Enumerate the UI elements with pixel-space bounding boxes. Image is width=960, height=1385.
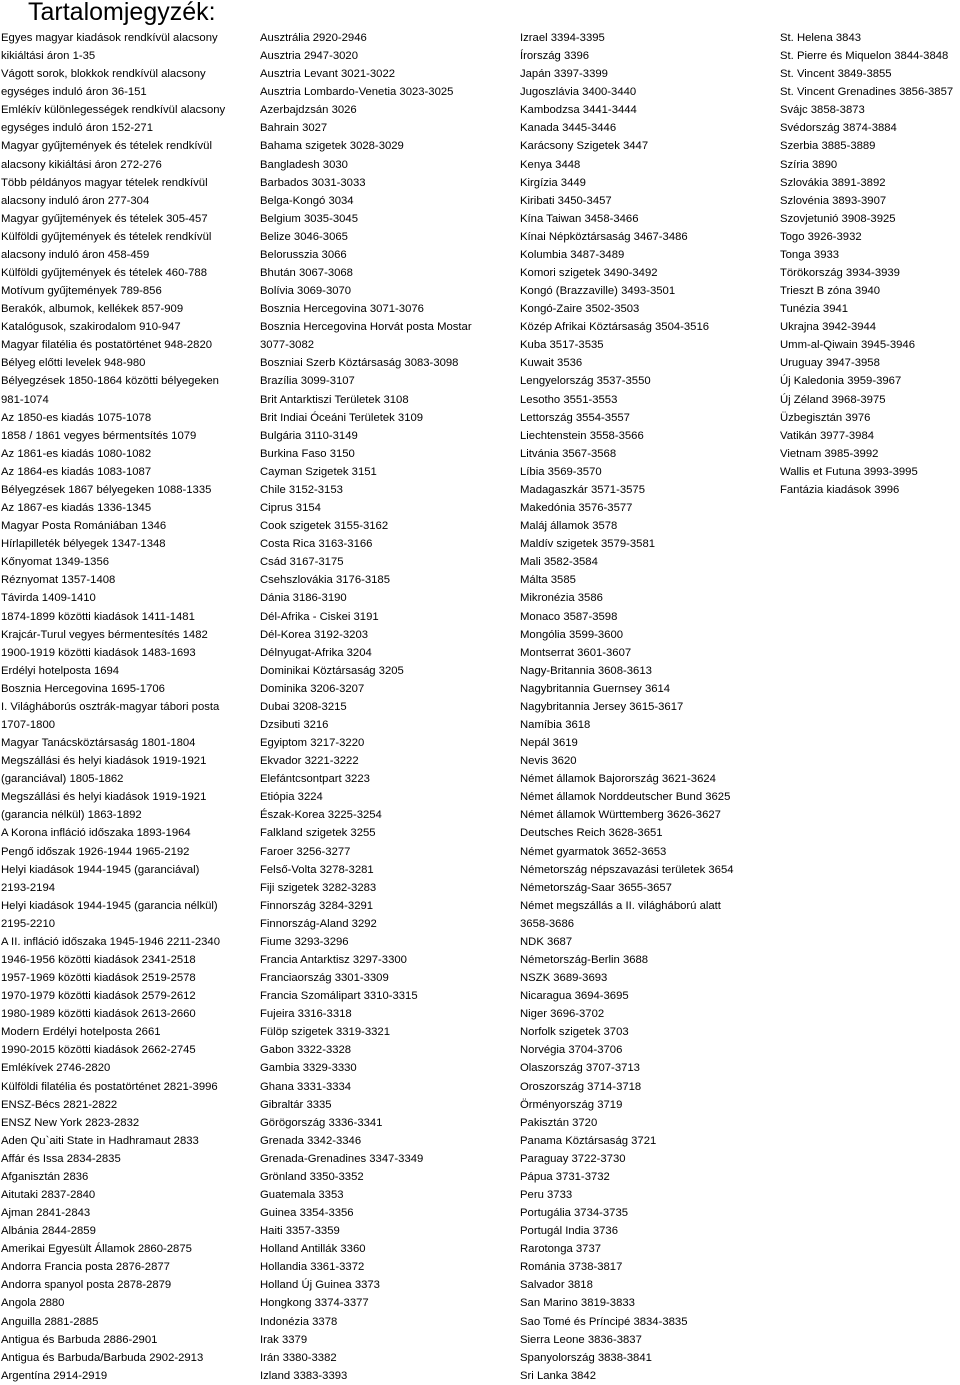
toc-entry: Dél-Afrika - Ciskei 3191 xyxy=(260,610,379,623)
toc-entry: Görögország 3336-3341 xyxy=(260,1116,383,1129)
toc-entry: Gambia 3329-3330 xyxy=(260,1062,357,1075)
toc-entry: Vietnam 3985-3992 xyxy=(780,447,879,460)
toc-entry: Ekvador 3221-3222 xyxy=(260,755,359,768)
toc-entry: Norfolk szigetek 3703 xyxy=(520,1026,629,1039)
toc-entry: Dél-Korea 3192-3203 xyxy=(260,628,369,641)
toc-entry: Közép Afrikai Köztársaság 3504-3516 xyxy=(520,321,710,334)
toc-entry: Gibraltár 3335 xyxy=(260,1098,332,1111)
toc-entry: Az 1861-es kiadás 1080-1082 xyxy=(1,447,152,460)
toc-entry: Madagaszkár 3571-3575 xyxy=(520,483,645,496)
toc-entry: NDK 3687 xyxy=(520,935,573,948)
toc-entry: Nagybritannia Jersey 3615-3617 xyxy=(520,700,684,713)
toc-entry: Bulgária 3110-3149 xyxy=(260,429,358,442)
toc-entry: Francia Szomálipart 3310-3315 xyxy=(260,990,418,1003)
toc-entry: Belorusszia 3066 xyxy=(260,248,347,261)
toc-entry: Bangladesh 3030 xyxy=(260,158,348,171)
toc-entry: Szíria 3890 xyxy=(780,158,838,171)
toc-entry: Ausztria Levant 3021-3022 xyxy=(260,68,396,81)
toc-entry: Tonga 3933 xyxy=(780,248,840,261)
toc-entry: Krajcár-Turul vegyes bérmentesítés 1482 xyxy=(1,628,208,641)
toc-entry: Andorra spanyol posta 2878-2879 xyxy=(1,1279,172,1292)
toc-entry: Kiribati 3450-3457 xyxy=(520,194,612,207)
toc-entry: Távirda 1409-1410 xyxy=(1,592,96,605)
toc-entry: Kongó-Zaire 3502-3503 xyxy=(520,303,640,316)
toc-entry: (garancia nélkül) 1863-1892 xyxy=(1,809,142,822)
toc-entry: San Marino 3819-3833 xyxy=(520,1297,635,1310)
toc-entry: Belize 3046-3065 xyxy=(260,230,348,243)
toc-entry: Namíbia 3618 xyxy=(520,718,591,731)
toc-entry: Niger 3696-3702 xyxy=(520,1008,605,1021)
toc-entry: Dominika 3206-3207 xyxy=(260,682,365,695)
toc-entry: Bosznia Hercegovina 1695-1706 xyxy=(1,682,165,695)
toc-entry: Amerikai Egyesült Államok 2860-2875 xyxy=(1,1243,192,1256)
toc-entry: Vatikán 3977-3984 xyxy=(780,429,875,442)
toc-entry: Német államok Norddeutscher Bund 3625 xyxy=(520,791,731,804)
toc-entry: Izland 3383-3393 xyxy=(260,1369,348,1382)
toc-entry: Uruguay 3947-3958 xyxy=(780,357,880,370)
toc-entry: Szlovénia 3893-3907 xyxy=(780,194,887,207)
toc-entry: Kenya 3448 xyxy=(520,158,581,171)
toc-entry: Aden Qu`aiti State in Hadhramaut 2833 xyxy=(1,1134,199,1147)
toc-column-4 xyxy=(780,29,953,499)
toc-entry: St. Vincent Grenadines 3856-3857 xyxy=(780,86,954,99)
toc-entry: Grenada-Grenadines 3347-3349 xyxy=(260,1152,424,1165)
toc-entry: Oroszország 3714-3718 xyxy=(520,1080,642,1093)
toc-entry: Deutsches Reich 3628-3651 xyxy=(520,827,663,840)
toc-entry: Üzbegisztán 3976 xyxy=(780,411,871,424)
toc-entry: Etiópia 3224 xyxy=(260,791,323,804)
toc-entry: Argentína 2914-2919 xyxy=(1,1369,108,1382)
toc-entry: Holland Új Guinea 3373 xyxy=(260,1279,380,1292)
toc-entry: Pápua 3731-3732 xyxy=(520,1170,610,1183)
toc-entry: Románia 3738-3817 xyxy=(520,1261,623,1274)
toc-entry: alacsony induló áron 277-304 xyxy=(1,194,150,207)
toc-entry: Togo 3926-3932 xyxy=(780,230,862,243)
toc-entry: Kolumbia 3487-3489 xyxy=(520,248,625,261)
toc-entry: Dominikai Köztársaság 3205 xyxy=(260,664,404,677)
toc-entry: Szerbia 3885-3889 xyxy=(780,140,876,153)
toc-entry: Kirgízia 3449 xyxy=(520,176,586,189)
toc-entry: Andorra Francia posta 2876-2877 xyxy=(1,1261,170,1274)
toc-entry: Németország-Saar 3655-3657 xyxy=(520,881,672,894)
toc-entry: Fülöp szigetek 3319-3321 xyxy=(260,1026,391,1039)
toc-entry: Grönland 3350-3352 xyxy=(260,1170,364,1183)
toc-entry: egységes induló áron 152-271 xyxy=(1,122,153,135)
toc-entry: Jugoszlávia 3400-3440 xyxy=(520,86,637,99)
toc-entry: A Korona infláció időszaka 1893-1964 xyxy=(1,827,191,840)
toc-entry: Külföldi filatélia és postatörténet 2821-3996 xyxy=(1,1080,218,1093)
toc-entry: 1946-1956 közötti kiadások 2341-2518 xyxy=(1,953,196,966)
toc-entry: Afganisztán 2836 xyxy=(1,1170,89,1183)
toc-entry: Mali 3582-3584 xyxy=(520,556,598,569)
toc-entry: Kuwait 3536 xyxy=(520,357,583,370)
toc-entry: Vágott sorok, blokkok rendkívül alacsony xyxy=(1,68,206,81)
toc-entry: Aitutaki 2837-2840 xyxy=(1,1189,96,1201)
toc-entry: 981-1074 xyxy=(1,393,49,406)
toc-entry: Észak-Korea 3225-3254 xyxy=(260,809,382,822)
toc-entry: ENSZ-Bécs 2821-2822 xyxy=(1,1098,118,1111)
toc-entry: Hírlapilleték bélyegek 1347-1348 xyxy=(1,538,166,551)
toc-entry: Magyar gyűjtemények és tételek rendkívül xyxy=(1,140,212,153)
toc-entry: Antigua és Barbuda 2886-2901 xyxy=(1,1333,158,1346)
toc-entry: St. Pierre és Miquelon 3844-3848 xyxy=(780,50,949,63)
toc-entry: Panama Köztársaság 3721 xyxy=(520,1134,657,1147)
toc-entry: Pengő időszak 1926-1944 1965-2192 xyxy=(1,845,190,858)
toc-entry: St. Vincent 3849-3855 xyxy=(780,68,892,81)
toc-entry: Nagy-Britannia 3608-3613 xyxy=(520,664,652,677)
toc-entry: Új Zéland 3968-3975 xyxy=(780,393,886,406)
toc-column-1 xyxy=(1,29,225,1385)
toc-entry: Emlékív különlegességek rendkívül alacsony xyxy=(1,104,226,117)
toc-entry: Brit Indiai Óceáni Területek 3109 xyxy=(260,411,424,424)
toc-entry: 1858 / 1861 vegyes bérmentsítés 1079 xyxy=(1,429,197,442)
toc-column-3 xyxy=(520,29,734,1385)
toc-entry: Örményország 3719 xyxy=(520,1098,623,1111)
toc-entry: Bélyeg előtti levelek 948-980 xyxy=(1,357,146,370)
toc-entry: Lettország 3554-3557 xyxy=(520,411,630,424)
toc-entry: alacsony kikiáltási áron 272-276 xyxy=(1,158,162,171)
toc-entry: Magyar gyűjtemények és tételek 305-457 xyxy=(1,212,208,225)
toc-entry: Liechtenstein 3558-3566 xyxy=(520,429,644,442)
toc-entry: Guinea 3354-3356 xyxy=(260,1207,354,1220)
toc-entry: Kuba 3517-3535 xyxy=(520,339,604,352)
toc-entry: Svédország 3874-3884 xyxy=(780,122,897,135)
toc-entry: Finnország 3284-3291 xyxy=(260,899,374,912)
toc-entry: Kongó (Brazzaville) 3493-3501 xyxy=(520,285,676,298)
toc-entry: Haiti 3357-3359 xyxy=(260,1225,340,1238)
toc-entry: Ausztria Lombardo-Venetia 3023-3025 xyxy=(260,86,454,99)
toc-entry: Kanada 3445-3446 xyxy=(520,122,617,135)
toc-entry: 1980-1989 közötti kiadások 2613-2660 xyxy=(1,1008,196,1021)
toc-entry: Hollandia 3361-3372 xyxy=(260,1261,365,1274)
toc-entry: kikiáltási áron 1-35 xyxy=(1,50,96,63)
toc-entry: St. Helena 3843 xyxy=(780,32,862,44)
toc-entry: Sao Tomé és Príncipé 3834-3835 xyxy=(520,1315,688,1328)
toc-entry: Katalógusok, szakirodalom 910-947 xyxy=(1,321,181,334)
toc-entry: Az 1867-es kiadás 1336-1345 xyxy=(1,502,152,515)
toc-entry: Megszállási és helyi kiadások 1919-1921 xyxy=(1,755,207,768)
toc-entry: Ciprus 3154 xyxy=(260,502,321,515)
toc-entry: Norvégia 3704-3706 xyxy=(520,1044,623,1057)
toc-entry: Külföldi gyűjtemények és tételek 460-788 xyxy=(1,267,207,280)
toc-entry: Olaszország 3707-3713 xyxy=(520,1062,640,1075)
toc-entry: Német államok Bajorország 3621-3624 xyxy=(520,773,716,786)
toc-entry: Bahrain 3027 xyxy=(260,122,328,135)
toc-entry: 3658-3686 xyxy=(520,917,575,930)
toc-entry: Dubai 3208-3215 xyxy=(260,700,347,713)
toc-entry: Fiji szigetek 3282-3283 xyxy=(260,881,377,894)
toc-entry: Helyi kiadások 1944-1945 (garancia nélkül) xyxy=(1,899,218,912)
toc-entry: Antigua és Barbuda/Barbuda 2902-2913 xyxy=(1,1351,204,1364)
toc-entry: Costa Rica 3163-3166 xyxy=(260,538,373,551)
toc-entry: I. Világháborús osztrák-magyar tábori posta xyxy=(1,700,220,713)
toc-entry: Japán 3397-3399 xyxy=(520,68,608,81)
toc-entry: Német gyarmatok 3652-3653 xyxy=(520,845,667,858)
toc-entry: Törökország 3934-3939 xyxy=(780,267,900,280)
toc-entry: Spanyolország 3838-3841 xyxy=(520,1351,652,1364)
toc-entry: Az 1850-es kiadás 1075-1078 xyxy=(1,411,152,424)
toc-entry: Umm-al-Qiwain 3945-3946 xyxy=(780,339,915,352)
toc-entry: Nepál 3619 xyxy=(520,737,578,750)
toc-entry: Karácsony Szigetek 3447 xyxy=(520,140,649,153)
toc-entry: Belgium 3035-3045 xyxy=(260,212,358,225)
toc-entry: Erdélyi hotelposta 1694 xyxy=(1,664,120,677)
toc-entry: Ukrajna 3942-3944 xyxy=(780,321,877,334)
toc-entry: A II. infláció időszaka 1945-1946 2211-2340 xyxy=(1,935,220,948)
toc-entry: Modern Erdélyi hotelposta 2661 xyxy=(1,1026,161,1039)
toc-entry: Finnország-Aland 3292 xyxy=(260,917,377,930)
toc-entry: Angola 2880 xyxy=(1,1297,65,1310)
toc-entry: Franciaország 3301-3309 xyxy=(260,972,389,985)
toc-entry: Mongólia 3599-3600 xyxy=(520,628,624,641)
toc-entry: Wallis et Futuna 3993-3995 xyxy=(780,465,918,478)
toc-entry: Makedónia 3576-3577 xyxy=(520,502,633,515)
toc-entry: Dánia 3186-3190 xyxy=(260,592,347,605)
toc-entry: Belga-Kongó 3034 xyxy=(260,194,354,207)
toc-entry: Délnyugat-Afrika 3204 xyxy=(260,646,372,659)
toc-entry: 2195-2210 xyxy=(1,917,56,930)
toc-entry: Több példányos magyar tételek rendkívül xyxy=(1,176,208,189)
toc-column-2 xyxy=(260,29,472,1385)
toc-entry: Pakisztán 3720 xyxy=(520,1116,598,1129)
toc-entry: Brit Antarktiszi Területek 3108 xyxy=(260,393,409,406)
toc-entry: Tunézia 3941 xyxy=(780,303,849,316)
toc-entry: Magyar Tanácsköztársaság 1801-1804 xyxy=(1,737,196,750)
toc-entry: NSZK 3689-3693 xyxy=(520,972,608,985)
toc-entry: Maláj államok 3578 xyxy=(520,520,618,533)
toc-entry: Dzsibuti 3216 xyxy=(260,718,329,731)
toc-entry: Montserrat 3601-3607 xyxy=(520,646,632,659)
toc-entry: Lesotho 3551-3553 xyxy=(520,393,618,406)
toc-entry: Salvador 3818 xyxy=(520,1279,593,1292)
toc-entry: Megszállási és helyi kiadások 1919-1921 xyxy=(1,791,207,804)
toc-entry: (garanciával) 1805-1862 xyxy=(1,773,124,786)
toc-entry: Monaco 3587-3598 xyxy=(520,610,618,623)
toc-entry: Emlékívek 2746-2820 xyxy=(1,1062,111,1075)
toc-entry: Réznyomat 1357-1408 xyxy=(1,574,116,587)
toc-entry: 1707-1800 xyxy=(1,718,56,731)
toc-entry: Komori szigetek 3490-3492 xyxy=(520,267,658,280)
toc-entry: Izrael 3394-3395 xyxy=(520,32,605,44)
toc-entry: Ausztrália 2920-2946 xyxy=(260,32,367,44)
toc-entry: Portugál India 3736 xyxy=(520,1225,618,1238)
toc-entry: Csehszlovákia 3176-3185 xyxy=(260,574,390,587)
toc-entry: 1970-1979 közötti kiadások 2579-2612 xyxy=(1,990,196,1003)
toc-entry: Fantázia kiadások 3996 xyxy=(780,483,900,496)
toc-entry: 1874-1899 közötti kiadások 1411-1481 xyxy=(1,610,195,623)
toc-entry: Nevis 3620 xyxy=(520,755,577,768)
toc-entry: Német megszállás a II. világháború alatt xyxy=(520,899,721,912)
toc-entry: 1900-1919 közötti kiadások 1483-1693 xyxy=(1,646,196,659)
toc-entry: Ausztria 2947-3020 xyxy=(260,50,358,63)
toc-entry: Az 1864-es kiadás 1083-1087 xyxy=(1,465,152,478)
toc-entry: Barbados 3031-3033 xyxy=(260,176,366,189)
toc-entry: Németország népszavazási területek 3654 xyxy=(520,863,734,876)
toc-entry: Líbia 3569-3570 xyxy=(520,465,602,478)
toc-entry: Nicaragua 3694-3695 xyxy=(520,990,629,1003)
toc-entry: Faroer 3256-3277 xyxy=(260,845,351,858)
toc-entry: Bhután 3067-3068 xyxy=(260,267,353,280)
toc-entry: Egyes magyar kiadások rendkívül alacsony xyxy=(1,32,218,44)
toc-entry: Guatemala 3353 xyxy=(260,1189,344,1201)
toc-entry: 1990-2015 közötti kiadások 2662-2745 xyxy=(1,1044,196,1057)
toc-entry: Fiume 3293-3296 xyxy=(260,935,349,948)
page-title: Tartalomjegyzék: xyxy=(28,0,216,26)
toc-entry: Kínai Népköztársaság 3467-3486 xyxy=(520,230,688,243)
toc-entry: egységes induló áron 36-151 xyxy=(1,86,147,99)
toc-entry: Paraguay 3722-3730 xyxy=(520,1152,626,1165)
toc-entry: Nagybritannia Guernsey 3614 xyxy=(520,682,671,695)
toc-entry: Azerbajdzsán 3026 xyxy=(260,104,357,117)
toc-entry: alacsony induló áron 458-459 xyxy=(1,248,150,261)
toc-entry: Felső-Volta 3278-3281 xyxy=(260,863,374,876)
toc-entry: Szlovákia 3891-3892 xyxy=(780,176,886,189)
toc-entry: Ajman 2841-2843 xyxy=(1,1207,91,1220)
toc-entry: Magyar filatélia és postatörténet 948-2820 xyxy=(1,339,213,352)
toc-entry: Sri Lanka 3842 xyxy=(520,1369,596,1382)
toc-entry: Anguilla 2881-2885 xyxy=(1,1315,99,1328)
toc-entry: Indonézia 3378 xyxy=(260,1315,338,1328)
toc-entry: Burkina Faso 3150 xyxy=(260,447,355,460)
toc-entry: Irak 3379 xyxy=(260,1333,308,1346)
toc-entry: Hongkong 3374-3377 xyxy=(260,1297,369,1310)
toc-entry: Albánia 2844-2859 xyxy=(1,1225,96,1238)
toc-entry: Elefántcsontpart 3223 xyxy=(260,773,370,786)
toc-entry: Külföldi gyűjtemények és tételek rendkívül xyxy=(1,230,212,243)
toc-entry: Málta 3585 xyxy=(520,574,576,587)
toc-entry: Motívum gyűjtemények 789-856 xyxy=(1,285,162,298)
toc-entry: Bahama szigetek 3028-3029 xyxy=(260,140,404,153)
toc-entry: Helyi kiadások 1944-1945 (garanciával) xyxy=(1,863,200,876)
toc-entry: Brazília 3099-3107 xyxy=(260,375,355,388)
toc-entry: Egyiptom 3217-3220 xyxy=(260,737,365,750)
toc-entry: Írország 3396 xyxy=(520,50,590,63)
toc-entry: Chile 3152-3153 xyxy=(260,483,343,496)
toc-entry: Portugália 3734-3735 xyxy=(520,1207,629,1220)
toc-entry: Kambodzsa 3441-3444 xyxy=(520,104,637,117)
toc-entry: Affár és Issa 2834-2835 xyxy=(1,1152,121,1165)
toc-entry: Sierra Leone 3836-3837 xyxy=(520,1333,642,1346)
toc-entry: Gabon 3322-3328 xyxy=(260,1044,352,1057)
toc-entry: Maldív szigetek 3579-3581 xyxy=(520,538,656,551)
toc-entry: Cook szigetek 3155-3162 xyxy=(260,520,389,533)
toc-entry: 3077-3082 xyxy=(260,339,315,352)
toc-entry: Bélyegzések 1850-1864 közötti bélyegeken xyxy=(1,375,219,388)
toc-entry: Új Kaledonia 3959-3967 xyxy=(780,375,902,388)
toc-entry: Peru 3733 xyxy=(520,1189,573,1201)
toc-entry: Bosznia Hercegovina Horvát posta Mostar xyxy=(260,321,472,334)
toc-entry: 2193-2194 xyxy=(1,881,56,894)
toc-entry: Rarotonga 3737 xyxy=(520,1243,602,1256)
toc-entry: Fujeira 3316-3318 xyxy=(260,1008,352,1021)
toc-entry: Csád 3167-3175 xyxy=(260,556,344,569)
toc-entry: Bosznia Hercegovina 3071-3076 xyxy=(260,303,424,316)
toc-entry: ENSZ New York 2823-2832 xyxy=(1,1116,140,1129)
toc-entry: Bélyegzések 1867 bélyegeken 1088-1335 xyxy=(1,483,212,496)
toc-entry: Cayman Szigetek 3151 xyxy=(260,465,377,478)
toc-entry: Trieszt B zóna 3940 xyxy=(780,285,881,298)
toc-entry: Holland Antillák 3360 xyxy=(260,1243,366,1256)
toc-entry: Szovjetunió 3908-3925 xyxy=(780,212,896,225)
toc-entry: Bolívia 3069-3070 xyxy=(260,285,352,298)
toc-entry: Francia Antarktisz 3297-3300 xyxy=(260,953,407,966)
toc-entry: 1957-1969 közötti kiadások 2519-2578 xyxy=(1,972,196,985)
toc-entry: Kőnyomat 1349-1356 xyxy=(1,556,110,569)
toc-entry: Svájc 3858-3873 xyxy=(780,104,865,117)
toc-entry: Magyar Posta Romániában 1346 xyxy=(1,520,167,533)
toc-entry: Irán 3380-3382 xyxy=(260,1351,337,1364)
toc-entry: Német államok Württemberg 3626-3627 xyxy=(520,809,721,822)
toc-entry: Grenada 3342-3346 xyxy=(260,1134,362,1147)
toc-entry: Lengyelország 3537-3550 xyxy=(520,375,651,388)
toc-entry: Kína Taiwan 3458-3466 xyxy=(520,212,639,225)
toc-entry: Németország-Berlin 3688 xyxy=(520,953,649,966)
toc-entry: Berakók, albumok, kellékek 857-909 xyxy=(1,303,184,316)
toc-entry: Mikronézia 3586 xyxy=(520,592,603,605)
toc-entry: Falkland szigetek 3255 xyxy=(260,827,376,840)
toc-entry: Ghana 3331-3334 xyxy=(260,1080,352,1093)
toc-entry: Litvánia 3567-3568 xyxy=(520,447,617,460)
toc-entry: Boszniai Szerb Köztársaság 3083-3098 xyxy=(260,357,459,370)
